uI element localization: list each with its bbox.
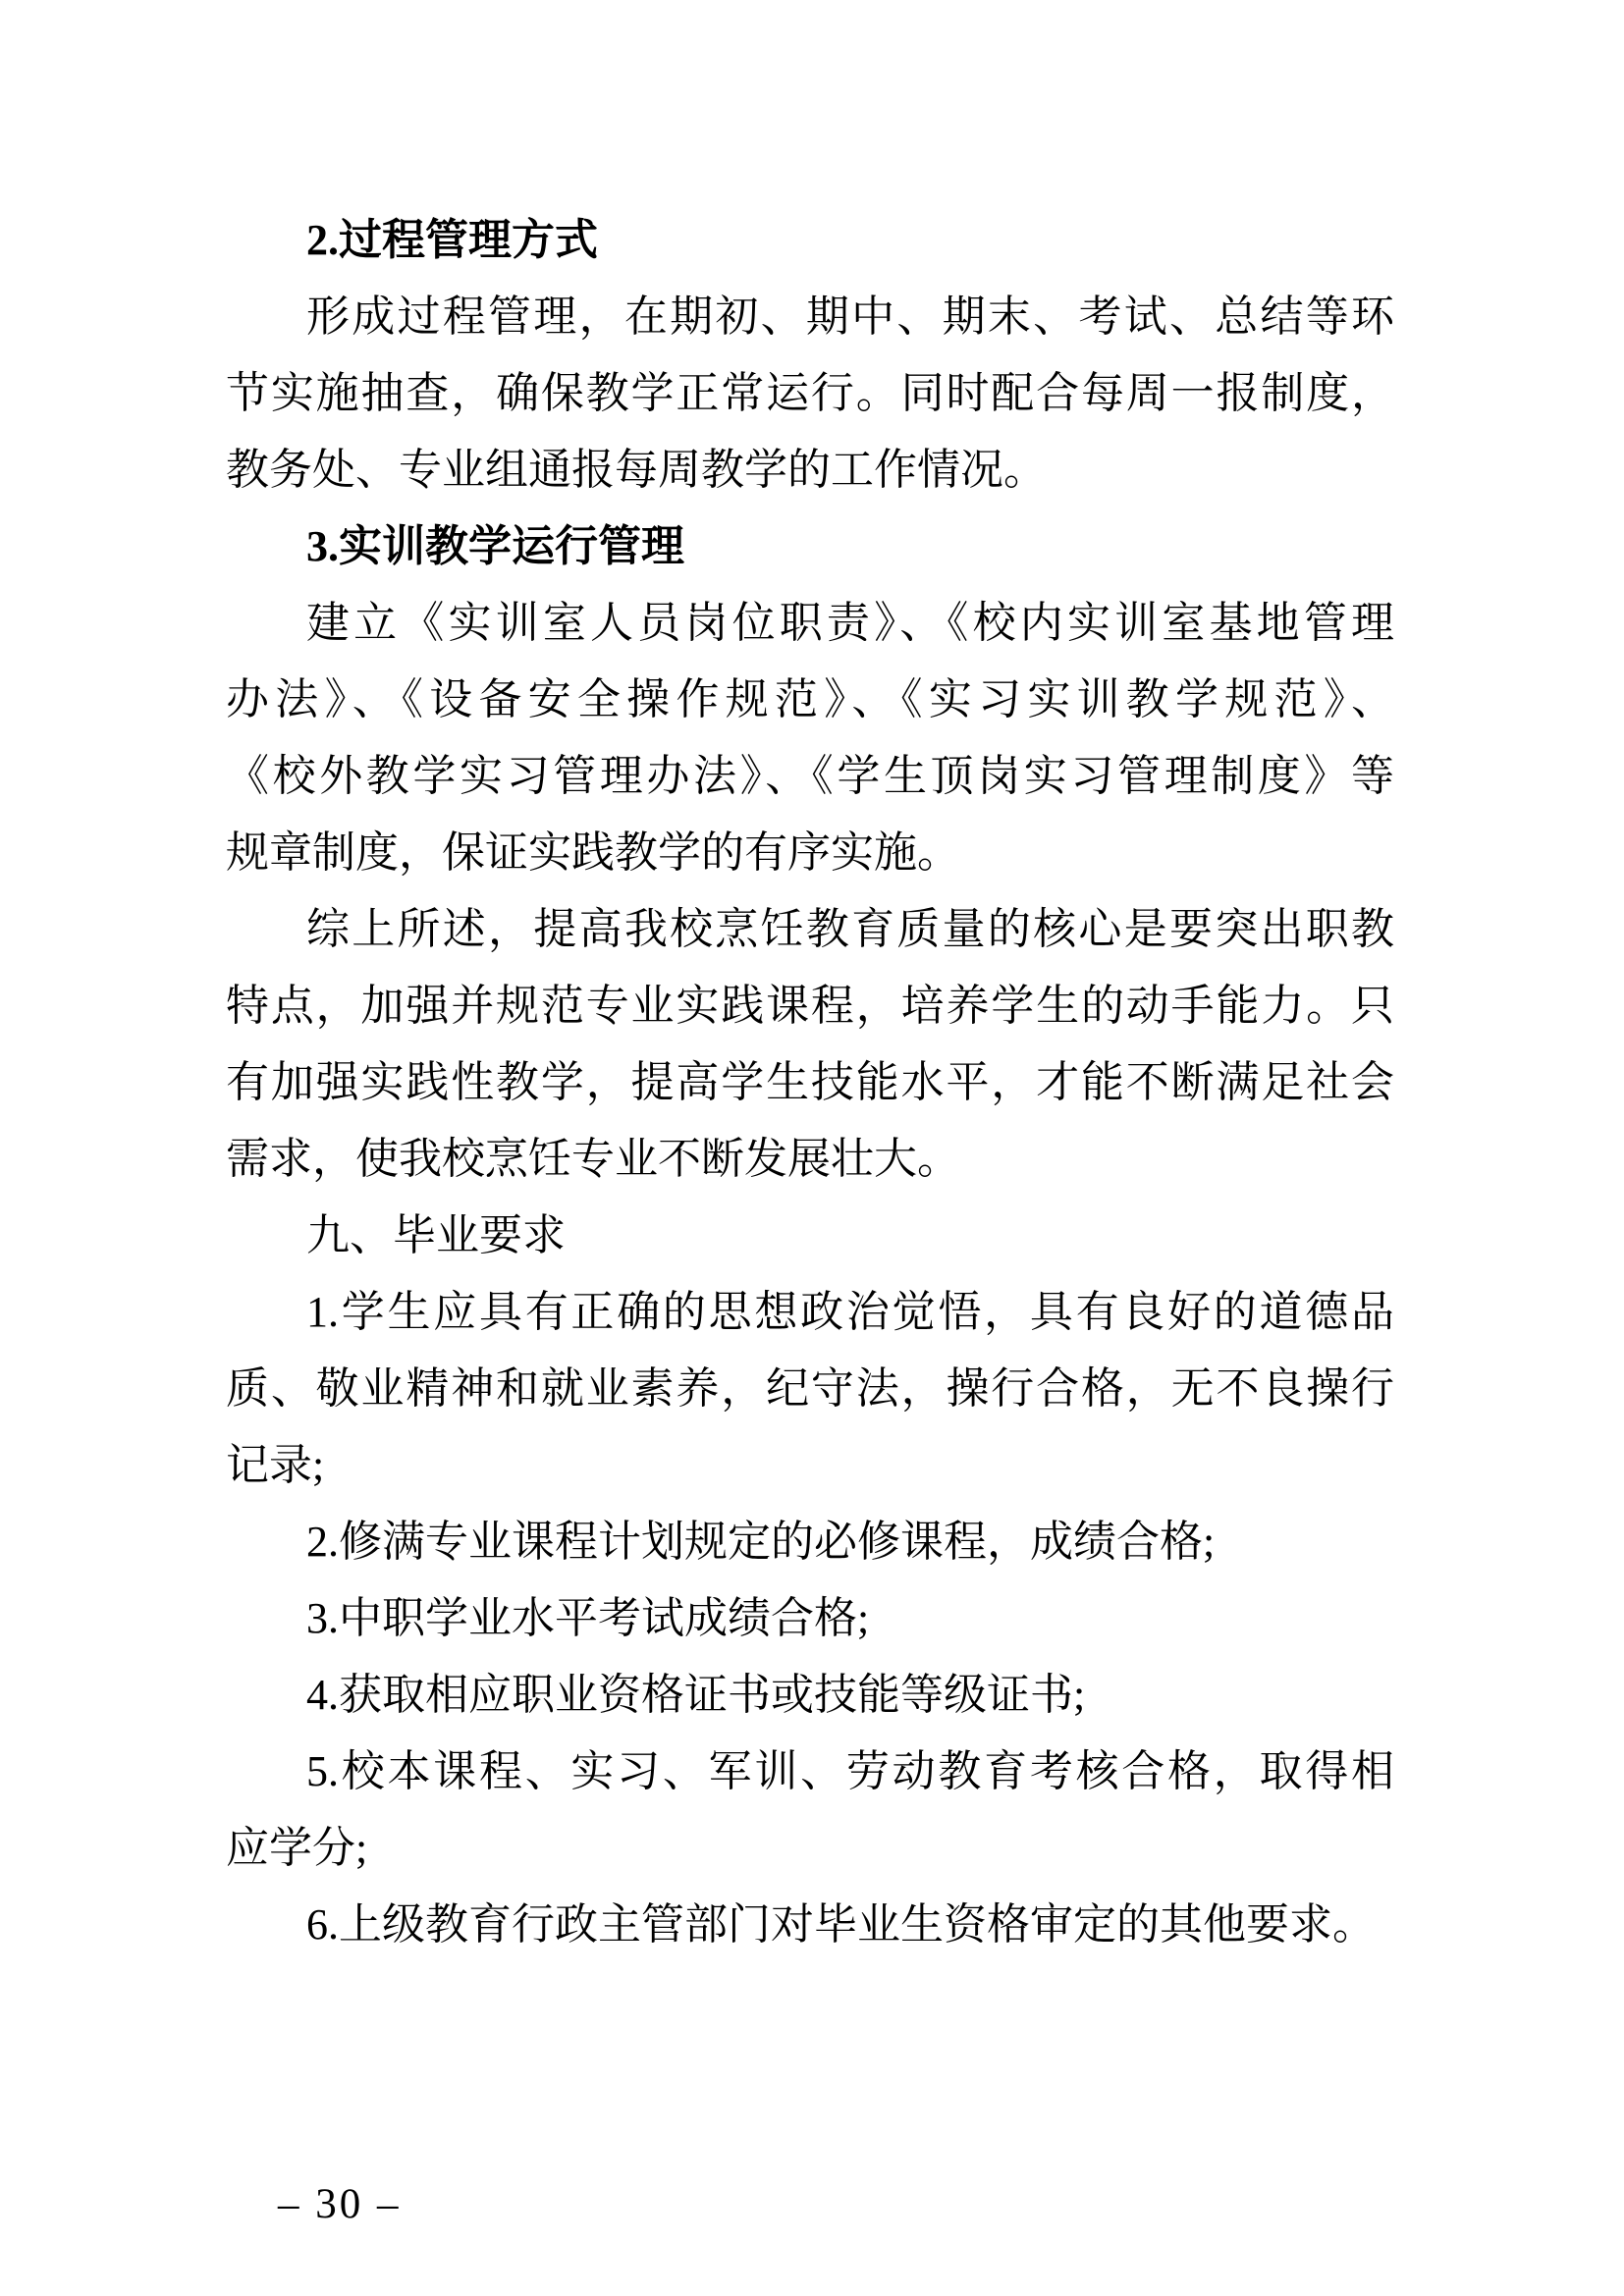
body-line: 记录; xyxy=(226,1441,325,1489)
page-number: – 30 – xyxy=(278,2181,402,2227)
body-line: 应学分; xyxy=(226,1824,368,1872)
body-line: 有加强实践性教学，提高学生技能水平，才能不断满足社会 xyxy=(226,1058,1394,1106)
body-line: 《校外教学实习管理办法》、《学生顶岗实习管理制度》等 xyxy=(226,752,1394,800)
body-line: 1.学生应具有正确的思想政治觉悟，具有良好的道德品 xyxy=(306,1288,1394,1336)
body-line: 4.获取相应职业资格证书或技能等级证书; xyxy=(306,1671,1086,1719)
body-line: 节实施抽查，确保教学正常运行。同时配合每周一报制度， xyxy=(226,369,1394,417)
body-line: 办法》、《设备安全操作规范》、《实习实训教学规范》、 xyxy=(226,675,1394,723)
heading-line: 3.实训教学运行管理 xyxy=(306,522,684,570)
body-line: 规章制度，保证实践教学的有序实施。 xyxy=(226,828,960,877)
body-line: 建立《实训室人员岗位职责》、《校内实训室基地管理 xyxy=(306,599,1394,647)
body-line: 形成过程管理，在期初、期中、期末、考试、总结等环 xyxy=(306,293,1394,341)
body-line: 3.中职学业水平考试成绩合格; xyxy=(306,1594,870,1642)
body-line: 质、敬业精神和就业素养，纪守法，操行合格，无不良操行 xyxy=(226,1364,1394,1413)
page-footer xyxy=(224,2131,402,2278)
body-line: 6.上级教育行政主管部门对毕业生资格审定的其他要求。 xyxy=(306,1900,1376,1949)
body-line: 教务处、专业组通报每周教学的工作情况。 xyxy=(226,446,1047,494)
heading-line: 2.过程管理方式 xyxy=(306,216,598,264)
body-line: 特点，加强并规范专业实践课程，培养学生的动手能力。只 xyxy=(226,982,1394,1030)
body-line: 综上所述，提高我校烹饪教育质量的核心是要突出职教 xyxy=(306,905,1394,953)
body-line: 5.校本课程、实习、军训、劳动教育考核合格，取得相 xyxy=(306,1747,1394,1795)
section-heading-line: 九、毕业要求 xyxy=(306,1211,566,1259)
document-body xyxy=(226,202,1394,1963)
body-line: 需求，使我校烹饪专业不断发展壮大。 xyxy=(226,1135,960,1183)
body-line: 2.修满专业课程计划规定的必修课程，成绩合格; xyxy=(306,1518,1216,1566)
